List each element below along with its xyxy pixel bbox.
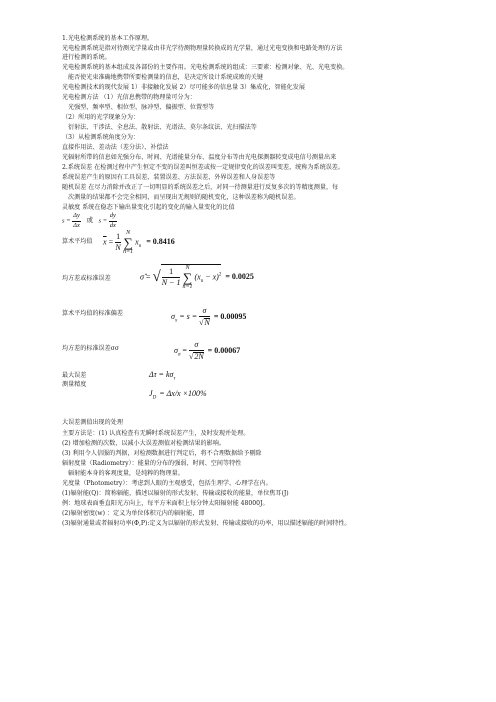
subscript: x [174, 318, 178, 324]
line-paragraph: 衍射法、干涉法、全息法、散射法、光谱法、莫尔条纹法、光扫描法等 [68, 124, 257, 131]
std-formula [140, 264, 254, 290]
numerator: 1 [162, 268, 181, 278]
subscript: n [200, 278, 204, 284]
line-paragraph: 直接作用法、差动法（差分法）、补偿法 [62, 144, 169, 151]
term: (x [194, 272, 201, 282]
sum-lower: n=1 [182, 284, 193, 290]
line-paragraph: 随机误差 在尽力消除并改正了一切明显的系统误差之后，对同一待测量进行反复多次的等精度测量，每 [62, 184, 339, 191]
label-precision: 测量精度 [62, 381, 87, 388]
label-arith-mean: 算术平均值 [62, 238, 93, 245]
line-paragraph: (1)辐射能(Q)：简称辐能，描述以辐射的形式发射、传输或接收的能量，单位焦耳(J) [62, 490, 289, 497]
formula-text: J [149, 389, 153, 398]
label-std-dev: 均方差或标准误差 [62, 275, 111, 282]
line-paragraph: 灵敏度 系统在稳态下输出量变化引起的变化的输入量变化的比值 [62, 204, 235, 211]
sigma: σ [171, 311, 175, 321]
subscript: τ [173, 376, 176, 382]
radicand: N [204, 318, 210, 327]
subscript: D [152, 395, 157, 401]
sigma-symbol: ∑ [123, 235, 133, 250]
line-paragraph: 主要方法是：(1) 认真检查有无瞬时系统误差产生，及时发现并处理。 [62, 430, 250, 437]
sigma-hat: σ̂ [140, 272, 144, 282]
sum-upper: N [126, 230, 131, 236]
term: − x) [203, 272, 219, 282]
line-paragraph: （2）所用的光学现象分为： [62, 114, 140, 121]
sem-value: = 0.00095 [213, 311, 247, 321]
sigma-symbol: ∑ [182, 270, 193, 285]
line-paragraph: (3) 利用令人信服的判据，对检测数据进行判定后，将不合理数据给予剔除 [62, 450, 262, 457]
numerator: Δy [72, 213, 81, 222]
line-paragraph: 辐射度量（Radiometry）：能量的分布的强弱、时间、空间等特性 [62, 460, 242, 467]
line-paragraph: 能否使光束准确地携带所要检测量的信息，是决定所设计系统成败的关键 [68, 74, 263, 81]
subscript: σ [177, 352, 181, 358]
line-paragraph: 光度量（Photometry）：考虑到人眼的主观感受，包括生理学、心理学在内。 [62, 480, 272, 487]
numerator: dy [109, 213, 117, 222]
line-paragraph: （3）从检测系统角度分为： [62, 134, 140, 141]
line-paragraph: (3)辐射通量或者辐射功率(Φ,P):定义为以辐射的形式发射、传输或接收的功率，用以描述辐能的时间特性。 [62, 520, 351, 527]
mean-formula [103, 230, 175, 255]
numerator: σ [199, 307, 210, 317]
formula-text: Δτ = kσ [149, 370, 174, 379]
radicand: 2N [194, 352, 204, 361]
numerator: σ [189, 341, 204, 351]
line-paragraph: 进行检测的系统。 [62, 54, 111, 61]
formula-text: s = [98, 217, 108, 225]
line-paragraph: 系统误差产生的原因有工具误差、装置误差、方法误差、外界误差和人身误差等 [62, 174, 276, 181]
std-value: = 0.0025 [225, 272, 254, 282]
fraction [162, 268, 181, 287]
term: x [135, 237, 139, 247]
sum-lower: n=1 [123, 249, 134, 255]
sqrt-sign: √ [152, 269, 161, 285]
line-paragraph: 光电检测方法 （1）光信息携带的物理量可分为： [62, 94, 196, 101]
line-paragraph: 次测量的结果都不会完全相同，而呈现出无规则的随机变化，这种误差称为随机误差。 [68, 194, 300, 201]
denominator: Δx [73, 221, 80, 229]
numerator: 1 [116, 232, 121, 241]
max-error-formula [149, 370, 175, 382]
equals: = s = [179, 311, 198, 321]
label-sem: 算术平均值的标准偏差 [62, 310, 123, 317]
denominator: √N [199, 318, 210, 327]
line-paragraph: 辐射能本身的客观度量，是纯粹的物理量。 [68, 470, 184, 477]
label-ses: 均方差的标准误差σσ [62, 345, 120, 352]
sigma: σ [174, 345, 178, 355]
radicand [161, 264, 222, 290]
label-max-error: 最大误差 [62, 372, 87, 379]
sem-formula [171, 307, 246, 327]
fraction [72, 213, 81, 229]
precision-formula [149, 389, 207, 401]
denominator: N [115, 243, 121, 252]
formula-text: = Δx/x ×100% [159, 389, 207, 398]
ses-value: = 0.00067 [207, 345, 241, 355]
denominator: dx [109, 221, 116, 229]
line-paragraph: 例：地球表面垂直阳光方向上，每平方米面积上每分钟太阳辐射能 48000J。 [62, 500, 269, 507]
subscript: n [138, 243, 142, 249]
fraction [189, 341, 204, 361]
x-bar: $\overline{x}$ [103, 237, 107, 247]
line-paragraph: 光电检测系统的基本组成及各部份的主要作用。光电检测系统的组成：三要素：检测对象、光、光电变换。 [62, 64, 349, 71]
line-paragraph: 光电检测技术的现代发展 1）非接触化发展 2）尽可能多的信息量 3）集成化，智能化发展 [62, 84, 305, 91]
line-paragraph: 光电检测系统是指对待测光学量或由非光学待测物理量转换成的光学量，通过光电变换和电路处理的方法 [62, 45, 343, 52]
line-heading: 大误差测值出现的处理 [62, 419, 123, 426]
equals: = [182, 345, 187, 355]
sum-upper: N [185, 265, 190, 271]
formula-text: s = [62, 217, 71, 225]
equals: = [145, 272, 151, 282]
equals: = [108, 237, 114, 247]
fraction [115, 233, 121, 252]
sum-sign [123, 230, 133, 255]
line-paragraph: (2)辐射密度(w) ：定义为单位体积元内的辐射能，即 [62, 510, 205, 517]
mean-value: = 0.8416 [146, 237, 175, 247]
fraction [109, 213, 117, 229]
line-paragraph: 光强型、频率型、相位型、脉冲型、偏振型、位置型等 [68, 104, 215, 111]
ses-formula [174, 341, 240, 361]
denominator: N − 1 [161, 278, 181, 287]
or-text: 或 [86, 216, 93, 225]
denominator: √2N [188, 352, 204, 361]
sum-sign [182, 265, 192, 290]
fraction [199, 307, 210, 327]
exponent: 2 [218, 272, 222, 278]
line-paragraph: 光辐射所带的信息如光强分布、时间、光谱能量分布、温度分布等由光电探测器转变成电信号测量出来 [62, 154, 337, 161]
sensitivity-formula [62, 213, 117, 229]
line-paragraph: 2.系统误差 在检测过程中产生恒定不变的误差叫恒差或按一定规律变化的误差叫变差，统称为系统误差。 [62, 164, 344, 171]
line-paragraph: (2) 增加检测的次数，以减小大误差测值对检测结果的影响。 [62, 440, 225, 447]
line-heading-1: 1.光电检测系统的基本工作原理。 [62, 35, 154, 42]
